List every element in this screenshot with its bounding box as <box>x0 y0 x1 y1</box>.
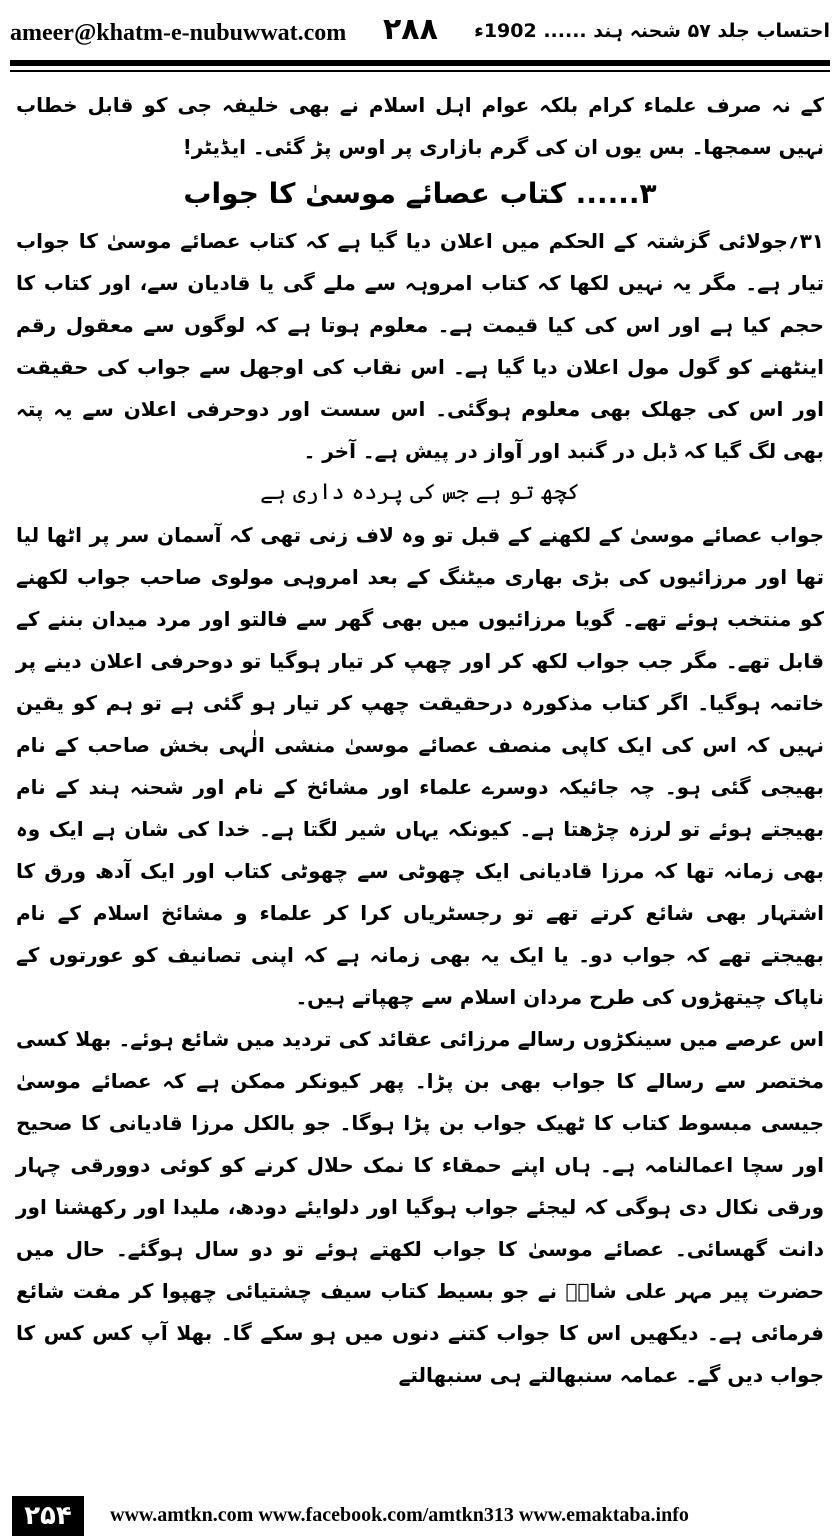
header-title: احتساب جلد ۵۷ شحنہ ہند ...... 1902ء <box>474 20 830 42</box>
header-email: ameer@khatm-e-nubuwwat.com <box>10 20 347 46</box>
paragraph-4: اس عرصے میں سینکڑوں رسالے مرزائی عقائد کی تردید میں شائع ہوئے۔ بھلا کسی مختصر سے رسالے کا جواب بھی بن پڑا۔ پھر کیونکر ممکن ہے کہ عصائے موسیٰ جیسی مبسوط کتاب کا ٹھیک جواب بن پڑا ہوگا۔ جو بالکل مرزا قادیانی کا صحیح اور سچا اعمالنامہ ہے۔ ہاں اپنے حمقاء کا نمک حلال کرنے کو کوئی دوورقی چہار ورقی نکال دی ہوگی کہ لیجئے جواب ہوگیا اور دلوایئے دودھ، ملیدا اور رکھشنا اور دانت گھسائی۔ عصائے موسیٰ کا جواب لکھتے ہوئے تو دو سال ہوگئے۔ حال میں حضرت پیر مہر علی شاہؒ نے جو بسیط کتاب سیف چشتیائی چھپوا کر مفت شائع فرمائی ہے۔ دیکھیں اس کا جواب کتنے دنوں میں ہو سکے گا۔ بھلا آپ کس کس کا جواب دیں گے۔ عمامہ سنبھالتے ہی سنبھالتے <box>16 1027 824 1387</box>
footer-page-badge: ۲۵۴ <box>12 1496 84 1536</box>
poem-verse: کچھ تو ہے جس کی پردہ داری ہے <box>260 480 580 505</box>
paragraph-2: ۳۱؍جولائی گزشتہ کے الحکم میں اعلان دیا گیا ہے کہ کتاب عصائے موسیٰ کا جواب تیار ہے۔ مگر یہ نہیں لکھا کہ کتاب امروہہ سے ملے گی یا قادیان سے، اور کتاب کا حجم کیا ہے اور اس کی کیا قیمت ہے۔ معلوم ہوتا ہے کہ لوگوں سے معقول رقم اینٹھنے کو گول مول اعلان دیا گیا ہے۔ اس نقاب کی اوجھل سے جواب کی حقیقت اور اس کی جھلک بھی معلوم ہوگئی۔ اس سست اور دوحرفی اعلان سے یہ پتہ بھی لگ گیا کہ ڈبل در گنبد اور آواز در پیش ہے۔ آخر ۔ <box>16 229 824 463</box>
page-header <box>10 10 830 60</box>
page-footer <box>0 1488 840 1540</box>
section-heading: ۳...... کتاب عصائے موسیٰ کا جواب <box>183 177 657 210</box>
paragraph-3: جواب عصائے موسیٰ کے لکھنے کے قبل تو وہ لاف زنی تھی کہ آسمان سر پر اٹھا لیا تھا اور مرزائیوں کی بڑی بھاری میٹنگ کے بعد امروہی مولوی صاحب جواب لکھنے کو منتخب ہوئے تھے۔ گویا مرزائیوں میں بھی گھر سے فالتو اور مرد میدان بننے کے قابل تھے۔ مگر جب جواب لکھ کر اور چھپ کر تیار ہوگیا تو دوحرفی اعلان دینے پر خاتمہ ہوگیا۔ اگر کتاب مذکورہ درحقیقت چھپ کر تیار ہو گئی ہے تو ہم کو یقین نہیں کہ اس کی ایک کاپی منصف عصائے موسیٰ منشی الٰہی بخش صاحب کے نام بھیجی گئی ہو۔ چہ جائیکہ دوسرے علماء اور مشائخ کے نام اور شحنہ ہند کے نام بھیجتے ہوئے تو لرزہ چڑھتا ہے۔ کیونکہ یہاں شیر لگتا ہے۔ خدا کی شان ہے ایک وہ بھی زمانہ تھا کہ مرزا قادیانی ایک چھوٹی سے چھوٹی کتاب اور ایک آدھ ورق کا اشتہار بھی شائع کرتے تھے تو رجسٹریاں کرا کر علماء و مشائخ اسلام کے نام بھیجتے تھے کہ جواب دو۔ یا ایک یہ بھی زمانہ ہے کہ اپنی تصانیف کو عورتوں کے ناپاک چیتھڑوں کی طرح مردان اسلام سے چھپاتے ہیں۔ <box>16 523 824 1009</box>
header-rule-thick <box>10 60 830 66</box>
page-body <box>16 84 824 1480</box>
footer-links: www.amtkn.com www.facebook.com/amtkn313 www.emaktaba.info <box>110 1504 689 1526</box>
header-page-number: ۲۸۸ <box>383 12 438 47</box>
header-rule-thin <box>10 70 830 72</box>
paragraph-1: کے نہ صرف علماء کرام بلکہ عوام اہل اسلام نے بھی خلیفہ جی کو قابل خطاب نہیں سمجھا۔ بس یوں ان کی گرم بازاری پر اوس پڑ گئی۔ ایڈیٹر! <box>16 93 824 159</box>
